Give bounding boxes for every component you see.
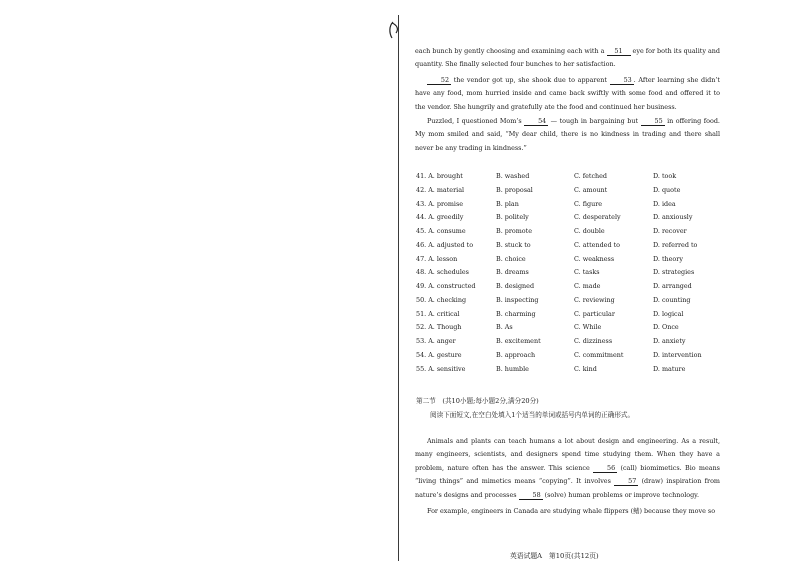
passage-paragraph-2: 52 the vendor got up, she shook due to apparent 53 . After learning she didn’t have any food, mom hurried inside and came back swiftly with some food and offered it to the vendor. She hungrily and gratefully ate the food and continued her business. [415, 76, 720, 111]
passage2-paragraph-1: Animals and plants can teach humans a lot about design and engineering. As a result, many engineers, scientists, and designers spend time studying them. When they have a problem, nature often has the answer. This science 56 (call) biomimetics. Bio means “living things” and mimetics means “copying”. It involves 57 (draw) inspiration from nature’s designs and processes 58 (solve) human problems or improve technology. [415, 437, 720, 499]
page-footer: 英语试题A 第10页(共12页) [510, 552, 599, 560]
blank-57: 57 [614, 477, 638, 486]
blank-56: 56 [593, 464, 617, 473]
section-2-title: 第二节 (共10小题;每小题2分,满分20分) [416, 397, 539, 405]
passage-paragraph-1: each bunch by gently choosing and examining each with a 51 eye for both its quality and quantity. She finally selected four bunches to her satisfaction. [415, 47, 720, 69]
blank-54: 54 [524, 117, 548, 126]
blank-55: 55 [641, 117, 665, 126]
section-2-instruction: 阅读下面短文,在空白处填入1个适当的单词或括号内单词的正确形式。 [430, 411, 635, 419]
blank-53: 53 [610, 76, 634, 85]
blank-51: 51 [607, 47, 631, 56]
blank-52: 52 [427, 76, 451, 85]
passage-paragraph-3: Puzzled, I questioned Mom’s 54 — tough in bargaining but 55 in offering food. My mom smiled and said, “My dear child, there is no kindness in trading and there shall never be any trading in kindness.” [415, 117, 720, 152]
page-corner-mark-icon [388, 20, 402, 40]
blank-58: 58 [519, 491, 543, 500]
passage2-paragraph-2: For example, engineers in Canada are studying whale flippers (鳍) because they move so [427, 507, 716, 515]
binding-line [398, 15, 399, 561]
